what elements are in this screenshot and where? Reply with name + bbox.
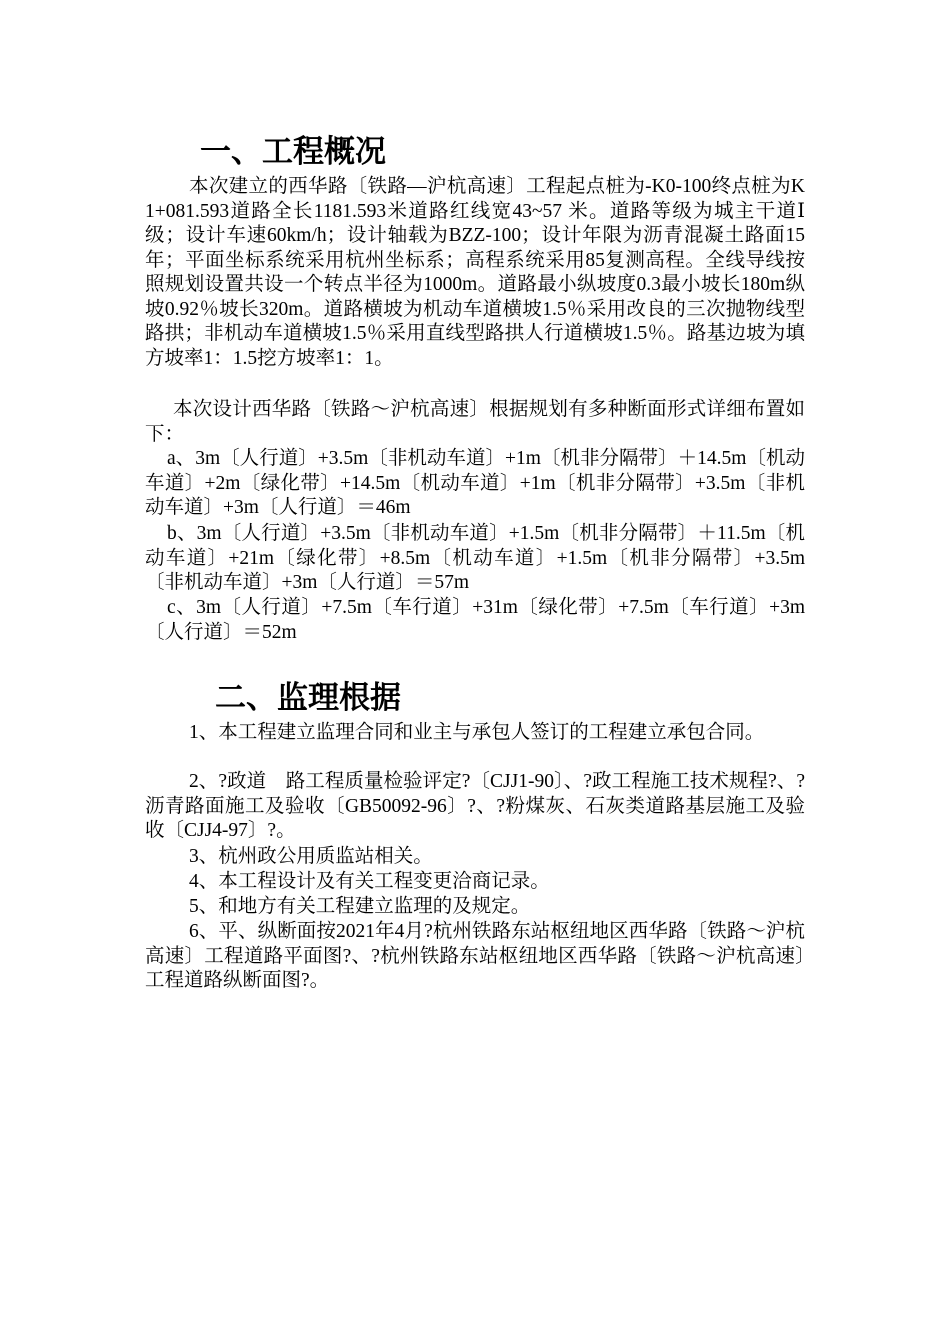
basis-item-6: 6、平、纵断面按2021年4月?杭州铁路东站枢纽地区西华路〔铁路～沪杭高速〕工程道路平面图?、?杭州铁路东站枢纽地区西华路〔铁路～沪杭高速〕工程道路纵断面图?。 [145,921,805,991]
overview-paragraph: 本次建立的西华路〔铁路—沪杭高速〕工程起点桩为-K0-100终点桩为K1+081.593道路全长1181.593米道路红线宽43~57 米。道路等级为城主干道Ⅰ级；设计车速60km/h；设计轴载为BZZ-100；设计年限为沥青混凝土路面15年；平面坐标系统采用杭州坐标系；高程系统采用85复测高程。全线导线按照规划设置共设一个转点半径为1000m。道路最小纵坡度0.3最小坡长180m纵坡0.92％坡长320m。道路横坡为机动车道横坡1.5％采用改良的三次抛物线型路拱；非机动车道横坡1.5％采用直线型路拱人行道横坡1.5％。路基边坡为填方坡率1：1.5挖方坡率1：1。 [145,176,805,369]
basis-item-4: 4、本工程设计及有关工程变更洽商记录。 [189,871,550,892]
section-1-title: 一、工程概况 [200,134,386,170]
cross-section-b: b、3m〔人行道〕+3.5m〔非机动车道〕+1.5m〔机非分隔带〕＋11.5m〔机动车道〕+21m〔绿化带〕+8.5m〔机动车道〕+1.5m〔机非分隔带〕+3.5m〔非机动车道〕+3m〔人行道〕＝57m [145,523,805,593]
cross-section-c: c、3m〔人行道〕+7.5m〔车行道〕+31m〔绿化带〕+7.5m〔车行道〕+3m〔人行道〕＝52m [145,597,805,643]
basis-item-1: 1、本工程建立监理合同和业主与承包人签订的工程建立承包合同。 [189,722,765,743]
basis-item-5: 5、和地方有关工程建立监理的及规定。 [189,896,531,917]
basis-item-2: 2、?政道 路工程质量检验评定?〔CJJ1-90〕、?政工程施工技术规程?、?沥青路面施工及验收〔GB50092-96〕?、?粉煤灰、石灰类道路基层施工及验收〔CJJ4-97〕?。 [145,771,805,841]
cross-section-a: a、3m〔人行道〕+3.5m〔非机动车道〕+1m〔机非分隔带〕＋14.5m〔机动车道〕+2m〔绿化带〕+14.5m〔机动车道〕+1m〔机非分隔带〕+3.5m〔非机动车道〕+3m〔人行道〕＝46m [145,448,805,518]
basis-item-3: 3、杭州政公用质监站相关。 [189,846,433,867]
cross-section-intro: 本次设计西华路〔铁路～沪杭高速〕根据规划有多种断面形式详细布置如下： [145,399,805,445]
section-2-title: 二、监理根据 [215,680,401,716]
